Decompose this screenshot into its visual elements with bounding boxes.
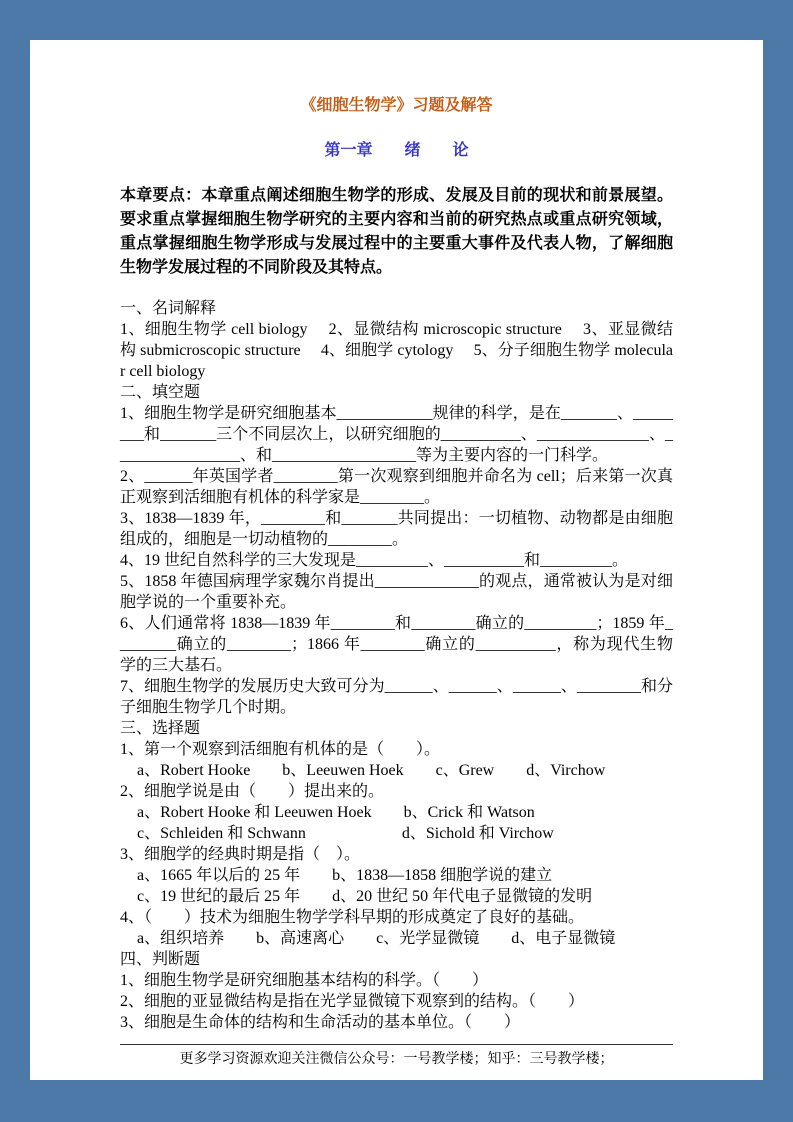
body-line: 7、细胞生物学的发展历史大致可分为______、______、______、________和分子细胞生物学几个时期。 [120, 678, 673, 716]
body-line: 5、1858 年德国病理学家魏尔肖提出_____________的观点，通常被认为是对细胞学说的一个重要补充。 [120, 573, 673, 611]
chapter-heading: 第一章 绪 论 [324, 142, 469, 159]
body-line: 1、细胞生物学 cell biology 2、显微结构 microscopic structure 3、亚显微结构 submicroscopic structure 4、细胞学 cytology 5、分子细胞生物学 molecular cell biology [120, 321, 673, 380]
body-line: 1、细胞生物学是研究细胞基本结构的科学。（ ） [120, 972, 489, 989]
body-line: 4、19 世纪自然科学的三大发现是_________、__________和_________。 [120, 552, 629, 569]
body-line: c、19 世纪的最后 25 年 d、20 世纪 50 年代电子显微镜的发明 [137, 888, 593, 905]
body-line: 3、细胞学的经典时期是指（ ）。 [120, 846, 361, 863]
body-line: 3、细胞是生命体的结构和生命活动的基本单位。（ ） [120, 1014, 521, 1031]
section-heading: 一、名词解释 [120, 300, 217, 317]
body-line: 1、第一个观察到活细胞有机体的是（ ）。 [120, 741, 441, 758]
section-heading: 四、判断题 [120, 951, 201, 968]
doc-title: 《细胞生物学》习题及解答 [300, 97, 493, 114]
body-line: 2、细胞的亚显微结构是指在光学显微镜下观察到的结构。（ ） [120, 993, 585, 1010]
body-line: 6、人们通常将 1838—1839 年________和________确立的_________；1859 年________确立的________；1866 年________确立的__________，称为现代生物学的三大基石。 [120, 615, 673, 674]
body-line: 1、细胞生物学是研究细胞基本____________规律的科学，是在_______、________和_______三个不同层次上，以研究细胞的__________、______________、________________、和__________________等为主要内容的一门科学。 [120, 405, 673, 464]
body-line: 3、1838—1839 年，________和_______共同提出：一切植物、动物都是由细胞组成的，细胞是一切动植物的________。 [120, 510, 673, 548]
body-line: c、Schleiden 和 Schwann d、Sichold 和 Virchow [137, 825, 554, 842]
body-line: 2、______年英国学者________第一次观察到细胞并命名为 cell；后来第一次真正观察到活细胞有机体的科学家是________。 [120, 468, 673, 506]
chapter-summary: 本章要点：本章重点阐述细胞生物学的形成、发展及目前的现状和前景展望。要求重点掌握细胞生物学研究的主要内容和当前的研究热点或重点研究领域，重点掌握细胞生物学形成与发展过程中的主要重大事件及代表人物，了解细胞生物学发展过程的不同阶段及其特点。 [120, 187, 673, 276]
section-heading: 二、填空题 [120, 384, 201, 401]
section-heading: 三、选择题 [120, 720, 201, 737]
page-footer [120, 1044, 673, 1068]
body-line: 4、（ ）技术为细胞生物学学科早期的形成奠定了良好的基础。 [120, 909, 585, 926]
body-line: a、Robert Hooke b、Leeuwen Hoek c、Grew d、Virchow [137, 762, 606, 779]
body-line: 2、细胞学说是由（ ）提出来的。 [120, 783, 385, 800]
document-body [120, 298, 673, 1033]
body-line: a、组织培养 b、高速离心 c、光学显微镜 d、电子显微镜 [137, 930, 616, 947]
body-line: a、Robert Hooke 和 Leeuwen Hoek b、Crick 和 Watson [137, 804, 535, 821]
footer-text: 更多学习资源欢迎关注微信公众号：一号教学楼；知乎：三号教学楼； [179, 1052, 614, 1067]
document-page [30, 40, 763, 1080]
body-line: a、1665 年以后的 25 年 b、1838—1858 细胞学说的建立 [137, 867, 553, 884]
